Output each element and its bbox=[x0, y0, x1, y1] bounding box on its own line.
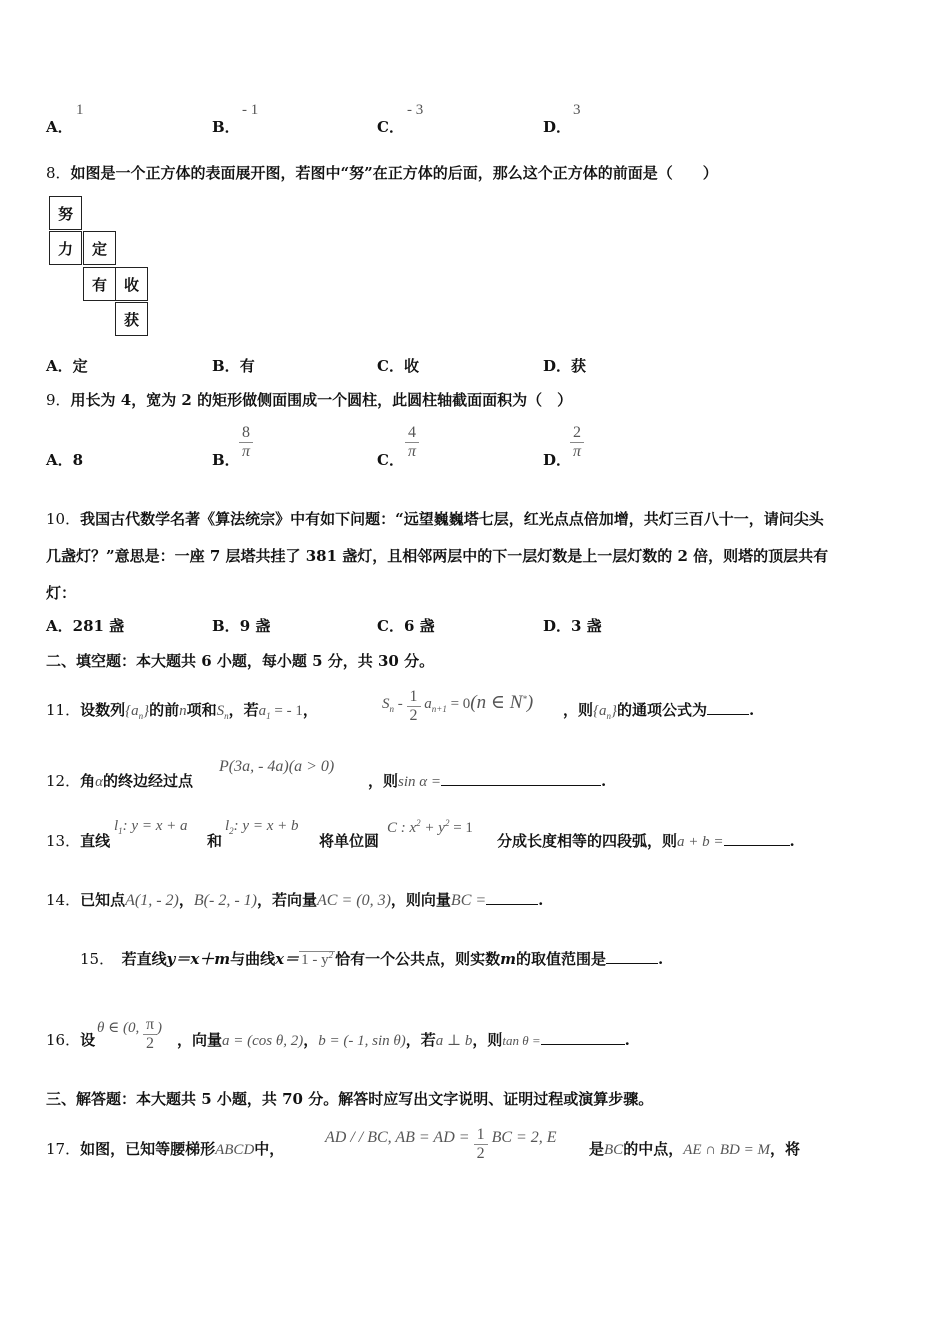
q8-stem: 8．如图是一个正方体的表面展开图，若图中“努”在正方体的后面，那么这个正方体的前面是（ ） bbox=[46, 164, 718, 182]
q9-option-c: C． bbox=[377, 451, 404, 469]
q17-stem: 17．如图，已知等腰梯形ABCD中， bbox=[46, 1140, 285, 1158]
q13-line-1: $l_1$: y = x + a bbox=[114, 818, 188, 836]
q10-line-1: 10．我国古代数学名著《算法统宗》中有如下问题：“远望巍巍塔七层，红光点点倍加增，共灯三百八十一，请问尖头 bbox=[46, 510, 824, 528]
q7-option-a-value: 1 bbox=[76, 102, 84, 118]
q14-answer-blank[interactable] bbox=[486, 892, 538, 905]
q12-stem: 12．角α的终边经过点 bbox=[46, 772, 193, 790]
q13-unit-circle: 将单位圆 bbox=[319, 832, 380, 850]
q11-tail: ，则$\{a_n\}$的通项公式为 . bbox=[563, 701, 755, 721]
q16-theta-range: θ ∈ (0, $\frac{\pi}{2}$ ) bbox=[97, 1016, 163, 1052]
q15-stem: 15． 若直线y＝x＋m与曲线$x= 1 - y^2$ 恰有一个公共点，则实数m的取值范围是 . bbox=[80, 950, 664, 968]
q13-and: 和 bbox=[207, 832, 223, 850]
q7-option-a: A． 1 bbox=[46, 102, 84, 136]
cube-cell-2: 力 bbox=[49, 231, 82, 265]
q9-option-a: A．8 bbox=[46, 451, 84, 469]
q15-answer-blank[interactable] bbox=[606, 951, 658, 964]
cube-cell-3: 定 bbox=[83, 231, 116, 265]
q8-option-b: B．有 bbox=[212, 357, 255, 375]
section-2-heading: 二、填空题：本大题共 6 小题，每小题 5 分，共 30 分。 bbox=[46, 652, 435, 670]
q7-option-d-value: 3 bbox=[573, 102, 581, 118]
q9-option-c-fraction: $\frac{4}{\pi}$ bbox=[405, 424, 419, 461]
q16-tail: ，向量a = (cos θ, 2)，b = (- 1, sin θ)，若a ⊥ b，则tan θ = . bbox=[177, 1031, 630, 1049]
q8-option-d: D．获 bbox=[543, 357, 587, 375]
q10-option-b: B．9 盏 bbox=[212, 617, 271, 635]
q16-answer-blank[interactable] bbox=[541, 1032, 625, 1045]
q13-answer-blank[interactable] bbox=[724, 833, 790, 846]
q10-line-3: 灯： bbox=[46, 584, 77, 602]
q14-stem: 14．已知点A(1, - 2)，B(- 2, - 1)，若向量AC = (0, 3)，则向量BC = . bbox=[46, 891, 544, 909]
q8-option-c: C．收 bbox=[377, 357, 419, 375]
q7-option-c-value: - 3 bbox=[407, 102, 424, 118]
q9-option-d: D． bbox=[543, 451, 572, 469]
q11-answer-blank[interactable] bbox=[707, 702, 749, 715]
cube-cell-4: 有 bbox=[83, 267, 116, 301]
q9-option-b: B． bbox=[212, 451, 240, 469]
q13-stem: 13．直线 bbox=[46, 832, 111, 850]
q7-option-c: C． - 3 bbox=[377, 102, 424, 136]
q13-tail: 分成长度相等的四段弧，则a + b = . bbox=[497, 832, 795, 850]
q12-answer-blank[interactable] bbox=[441, 773, 601, 786]
q17-condition: AD / / BC, AB = AD = $\frac{1}{2}$ BC = 2, E bbox=[325, 1126, 557, 1162]
q10-option-d: D．3 盏 bbox=[543, 617, 602, 635]
cube-cell-1: 努 bbox=[49, 196, 82, 230]
q13-circle-equation: C : $x^2 + y^2 = 1$ bbox=[387, 818, 473, 836]
cube-cell-6: 获 bbox=[115, 302, 148, 336]
q10-line-2: 几盏灯？”意思是：一座 7 层塔共挂了 381 盏灯，且相邻两层中的下一层灯数是上一层灯数的 2 倍，则塔的顶层共有 bbox=[46, 547, 829, 565]
q7-option-b-value: - 1 bbox=[242, 102, 259, 118]
q7-option-b: B． - 1 bbox=[212, 102, 259, 136]
section-3-heading: 三、解答题：本大题共 5 小题，共 70 分。解答时应写出文字说明、证明过程或演算步骤。 bbox=[46, 1090, 654, 1108]
q7-option-d: D． 3 bbox=[543, 102, 581, 136]
q9-option-d-fraction: $\frac{2}{\pi}$ bbox=[570, 424, 584, 461]
q10-option-a: A．281 盏 bbox=[46, 617, 125, 635]
q13-line-2: $l_2$: y = x + b bbox=[225, 818, 299, 836]
q9-stem: 9．用长为 4，宽为 2 的矩形做侧面围成一个圆柱，此圆柱轴截面面积为（ ） bbox=[46, 391, 573, 409]
cube-cell-5: 收 bbox=[115, 267, 148, 301]
q17-tail: 是BC的中点，AE ∩ BD = M，将 bbox=[589, 1140, 800, 1158]
q10-option-c: C．6 盏 bbox=[377, 617, 435, 635]
q12-point: P(3a, - 4a)(a > 0) bbox=[219, 758, 335, 775]
q11-stem: 11．设数列$\{a_n\}$的前n项和$S_n$，若$a_1$ = - 1， bbox=[46, 701, 318, 721]
q16-number: 16．设 bbox=[46, 1031, 96, 1049]
q8-option-a: A．定 bbox=[46, 357, 88, 375]
q12-tail: ，则sin α = . bbox=[368, 772, 607, 790]
q11-equation: $S_n$ - $\frac{1}{2}$ $a_{n+1} = 0(n$ ∈ N*) bbox=[382, 688, 534, 724]
q9-option-b-fraction: $\frac{8}{\pi}$ bbox=[239, 424, 253, 461]
